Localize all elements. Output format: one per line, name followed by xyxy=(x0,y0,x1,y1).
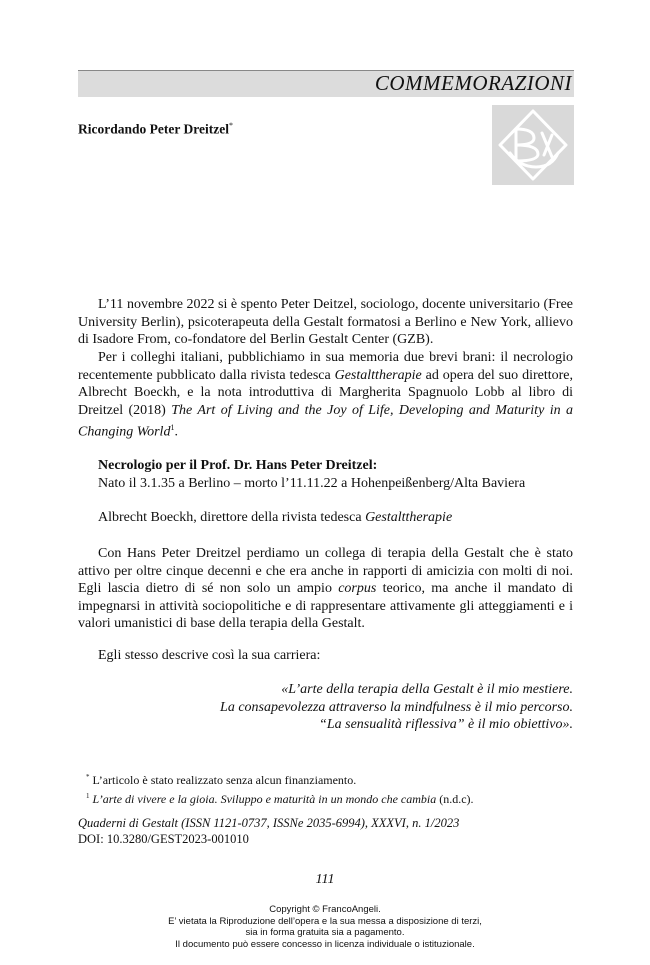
copyright-line: Il documento può essere concesso in licenza individuale o istituzionale. xyxy=(175,938,475,950)
p2-journal: Gestalttherapie xyxy=(334,367,422,383)
section-title: COMMEMORAZIONI xyxy=(374,71,572,95)
necrologio-dates: Nato il 3.1.35 a Berlino – morto l’11.11.22 a Hohenpeißenberg/Alta Baviera xyxy=(98,475,526,491)
footnote-2 xyxy=(86,788,576,807)
quote-line: “La sensualità riflessiva” è il mio obiettivo». xyxy=(319,717,573,732)
logo-icon xyxy=(492,105,574,185)
doi: DOI: 10.3280/GEST2023-001010 xyxy=(78,832,249,846)
copyright-notice xyxy=(0,904,650,950)
quote-line: «L’arte della terapia della Gestalt è il mio mestiere. xyxy=(281,682,573,697)
quote-line: La consapevolezza attraverso la mindfulness è il mio percorso. xyxy=(220,699,573,715)
p2-text-2: ad opera del suo direttore, Albrecht Boeckh, e la nota introduttiva di Margherita Spagnuolo Lobb al libro di Dreitzel (2018) xyxy=(78,367,573,418)
footnote-2-text: (n.d.c). xyxy=(436,792,474,806)
bibliographic-info xyxy=(78,815,459,847)
necrologio-block xyxy=(98,457,573,492)
necrologio-title: Necrologio per il Prof. Dr. Hans Peter Dreitzel: xyxy=(98,458,378,473)
article-title xyxy=(78,121,233,138)
publication-paragraph xyxy=(78,349,573,441)
footnote-1 xyxy=(86,769,576,788)
journal-logo xyxy=(492,105,574,185)
footnote-2-title: L’arte di vivere e la gioia. Sviluppo e maturità in un mondo che cambia xyxy=(89,792,437,806)
footnote-1-mark: * xyxy=(86,773,90,781)
p2-footnote-mark: 1 xyxy=(170,423,175,432)
footnote-1-text: L’articolo è stato realizzato senza alcun finanziamento. xyxy=(89,773,357,787)
copyright-line: Copyright © FrancoAngeli. xyxy=(269,904,381,915)
author-line xyxy=(98,510,452,526)
journal-citation: Quaderni di Gestalt (ISSN 1121-0737, ISSNe 2035-6994), XXXVI, n. 1/2023 xyxy=(78,816,460,830)
copyright-line: sia in forma gratuita sia a pagamento. xyxy=(245,927,405,938)
title-footnote-mark: * xyxy=(228,121,233,130)
footnotes xyxy=(86,769,576,807)
article-title-text: Ricordando Peter Dreitzel xyxy=(78,121,229,137)
section-header-bar xyxy=(78,70,574,97)
author-journal: Gestalttherapie xyxy=(365,510,453,525)
intro-paragraph: L’11 novembre 2022 si è spento Peter Deitzel, sociologo, docente universitario (Free University Berlin), psicoterapeuta della Gestalt formatosi a Berlino e New York, allievo di Isadore From, co-fondatore del Berlin Gestalt Center (GZB). xyxy=(78,297,573,347)
footnote-2-mark: 1 xyxy=(86,792,90,800)
p3-text-1: Con Hans Peter Dreitzel perdiamo un collega di terapia della Gestalt che è stato attivo per oltre cinque decenni e che era anche in rapporti di amicizia con molti di noi. Egli lascia dietro di sé non solo un ampio xyxy=(78,546,573,596)
p3-text-2: teorico, ma anche il mandato di impegnarsi in attività sociopolitiche e di rappresentare attivamente gli atteggiamenti e i valori umanistici di base della terapia della Gestalt. xyxy=(78,581,573,631)
p2-text-1: Per i colleghi italiani, pubblichiamo in sua memoria due brevi brani: il necrologio recentemente pubblicato dalla rivista tedesca xyxy=(78,350,573,383)
copyright-line: E’ vietata la Riproduzione dell’opera e la sua messa a disposizione di terzi, xyxy=(168,915,482,927)
author-text: Albrecht Boeckh, direttore della rivista tedesca xyxy=(98,510,366,525)
career-paragraph xyxy=(78,545,573,633)
p3-corpus: corpus xyxy=(338,581,377,596)
p2-book-title: The Art of Living and the Joy of Life, Developing and Maturity in a Changing World xyxy=(78,402,573,440)
p2-end: . xyxy=(174,424,178,440)
page-number: 111 xyxy=(315,872,335,887)
quote-block xyxy=(220,681,573,734)
quote-intro: Egli stesso descrive così la sua carriera: xyxy=(98,648,321,663)
